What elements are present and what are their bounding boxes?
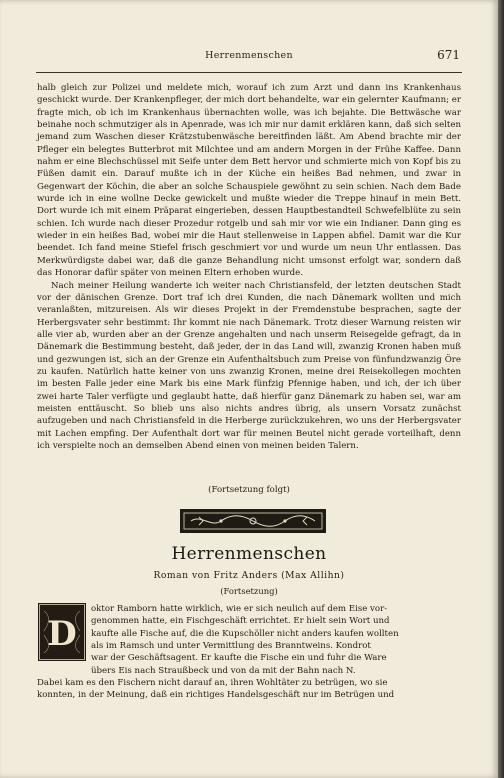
header-rule: [36, 72, 462, 73]
text-line: genommen hatte, ein Fischgeschäft errichtet. Er hielt sein Wort und: [91, 616, 390, 627]
page-header: [38, 48, 460, 68]
text-line: Dabei kam es den Fischern nicht darauf an, ihren Wohltäter zu betrügen, wo sie: [37, 678, 388, 689]
paragraph: Nach meiner Heilung wanderte ich weiter nach Christiansfeld, der letzten deutschen Stadt vor der dänischen Grenze. Dort traf ich drei Kunden, die nach Dänemark wollten und mich veranlaßten, mitzureisen. Als wir dieses Projekt in der Fremdenstube besprachen, sagte der Herbergsvater sehr bestimmt: Ihr kommt nie nach Dänemark. Trotz dieser Warnung reisten wir alle vier ab, wurden aber an der Grenze angehalten und nach unserm Reisegelde gefragt, da in Dänemark die Bestimmung besteht, daß jeder, der in das Land will, zwanzig Kronen haben muß und gezwungen ist, sich an der Grenze ein Aufenthaltsbuch zum Preise von fünfundzwanzig Öre zu kaufen. Natürlich hatte keiner von uns zwanzig Kronen, meine drei Reisekollegen mochten im besten Falle jeder eine Mark bis eine Mark fünfzig Pfennige haben, und ich, der ich über zwei harte Taler verfügte und geglaubt hatte, daß hierfür ganz Dänemark zu haben sei, war am meisten enttäuscht. So blieb uns also nichts andres übrig, als unsern Vorsatz zunächst aufzugeben und nach Christiansfeld in die Herberge zurückzukehren, wo uns der Herbergsvater mit Lachen empfing. Der Aufenthalt dort war für meinen Beutel nicht gerade vorteilhaft, denn ich verspielte noch an demselben Abend einen von meinen beiden Talern.: [37, 280, 461, 451]
text-line: oktor Ramborn hatte wirklich, wie er sich neulich auf dem Eise vor-: [91, 604, 388, 614]
page-edge-shadow: [498, 0, 504, 778]
text-line: übers Eis nach Straußbeck und von da mit der Bahn nach N.: [91, 665, 356, 676]
drop-cap-letter: D: [47, 614, 77, 654]
article-body: [37, 603, 461, 702]
text-line: war der Geschäftsagent. Er kaufte die Fische ein und fuhr die Ware: [91, 653, 387, 664]
body-text: [37, 82, 461, 452]
decorative-ornament: [180, 509, 326, 533]
article-continuation: (Fortsetzung): [220, 586, 278, 596]
text-line: kaufte alle Fische auf, die die Kupschöller nicht anders kaufen wollten: [91, 628, 399, 639]
text-line: konnten, in der Meinung, daß ein richtiges Handelsgeschäft nur im Betrügen und: [37, 690, 395, 701]
article-title: Herrenmenschen: [171, 544, 327, 564]
text-line: als im Ramsch und unter Vermittlung des Branntweins. Kondrot: [91, 641, 371, 652]
paragraph: halb gleich zur Polizei und meldete mich, worauf ich zum Arzt und dann ins Krankenhaus geschickt wurde. Der Krankenpfleger, der mich dort behandelte, war ein gelernter Kaufmann; er fragte mich, ob ich im Krankenhaus übernachten wolle, was ich bejahte. Die Bettwäsche war beinahe noch schmutziger als in Apenrade, was ich mir nur damit erklären kann, daß sich selten jemand zum Waschen dieser Krätzstubenwäsche bereitfinden läßt. Am Abend brachte mir der Pfleger ein belegtes Butterbrot mit Milchtee und am andern Morgen in der Frühe Kaffee. Dann nahm er eine Blechschüssel mit Seife unter dem Bett hervor und schmierte mich von Kopf bis zu Füßen damit ein. Darauf mußte ich in der Küche ein heißes Bad nehmen, und zwar in Gegenwart der Köchin, die aber an solche Schauspiele gewöhnt zu sein schien. Nach dem Bade wurde ich in eine wollne Decke gewickelt und mußte wieder die Treppe hinauf in mein Bett. Dort wurde ich mit einem Präparat eingerieben, dessen Hauptbestandteil Schwefelblüte zu sein schien. Ich wurde nach dieser Prozedur rotgelb und sah mir vor wie ein Indianer. Dann ging es wieder in ein heißes Bad, wobei mir die Haut stellenweise in Lappen abfiel. Damit war die Kur beendet. Ich fand meine Stiefel frisch geschmiert vor und wurde um neun Uhr entlassen. Das Merkwürdigste dabei war, daß die ganze Behandlung nicht umsonst erfolgt war, sondern daß das Honorar dafür später von meinen Eltern erhoben wurde.: [37, 83, 461, 279]
page-number: 671: [437, 48, 460, 62]
running-title: Herrenmenschen: [205, 50, 293, 61]
continuation-note: (Fortsetzung folgt): [208, 485, 290, 495]
article-subtitle: Roman von Fritz Anders (Max Allihn): [153, 570, 345, 581]
